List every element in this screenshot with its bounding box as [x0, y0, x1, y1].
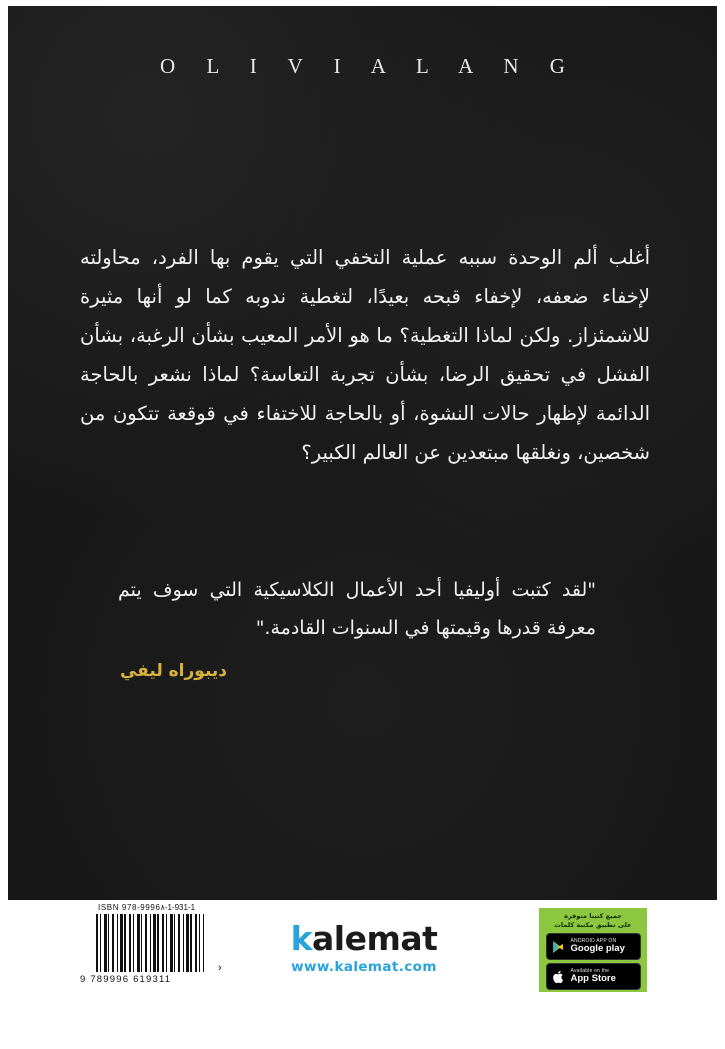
publisher-name — [290, 919, 438, 958]
app-store-badge-big: App Store — [570, 973, 616, 985]
google-play-badge[interactable] — [546, 933, 641, 960]
review-quote: "لقد كتبت أوليفيا أحد الأعمال الكلاسيكية التي سوف يتم معرفة قدرها وقيمتها في السنوات القادمة." — [118, 579, 596, 639]
publisher-logo — [264, 919, 464, 975]
cover-dark-panel — [8, 6, 717, 900]
isbn-label: ISBN 978-9996٨-1-931-1 — [98, 903, 196, 912]
google-play-icon — [551, 938, 567, 956]
publisher-name-rest: alemat — [312, 919, 438, 958]
apple-icon — [551, 968, 567, 986]
google-play-badge-text — [571, 939, 625, 954]
barcode-icon — [96, 914, 204, 972]
app-store-badge[interactable] — [546, 963, 641, 990]
guillemet-mark: › — [218, 962, 222, 974]
author-name: O L I V I A L A N G — [160, 54, 578, 78]
app-availability-box — [539, 908, 647, 992]
app-store-badge-text — [571, 969, 616, 984]
google-play-badge-big: Google play — [570, 943, 625, 955]
app-box-title: جميع كتبنا متوفرة على تطبيق مكتبة كلمات — [554, 912, 632, 929]
barcode-number: 9 789996 619311 — [80, 974, 172, 985]
footer-strip — [8, 900, 717, 1008]
review-attribution: ديبوراه ليفي — [119, 661, 227, 681]
google-play-badge-small: ANDROID APP ON — [570, 937, 617, 944]
publisher-name-initial: k — [290, 919, 313, 958]
publisher-url: www.kalemat.com — [291, 959, 437, 975]
app-store-badge-small: Available on the — [570, 967, 610, 974]
back-cover-blurb: أغلب ألم الوحدة سببه عملية التخفي التي يقوم بها الفرد، محاولته لإخفاء ضعفه، لإخفاء قبحه بعيدًا، لتغطية ندوبه كما لو أنها مثيرة للاشمئزاز. ولكن لماذا التغطية؟ ما هو الأمر المعيب بشأن الرغبة، بشأن الفشل في تحقيق الرضا، بشأن تجربة التعاسة؟ لماذا نشعر بالحاجة الدائمة لإظهار حالات النشوة، أو بالحاجة للاختفاء في قوقعة تتكون من شخصين، ونغلقها مبتعدين عن العالم الكبير؟ — [80, 246, 650, 464]
